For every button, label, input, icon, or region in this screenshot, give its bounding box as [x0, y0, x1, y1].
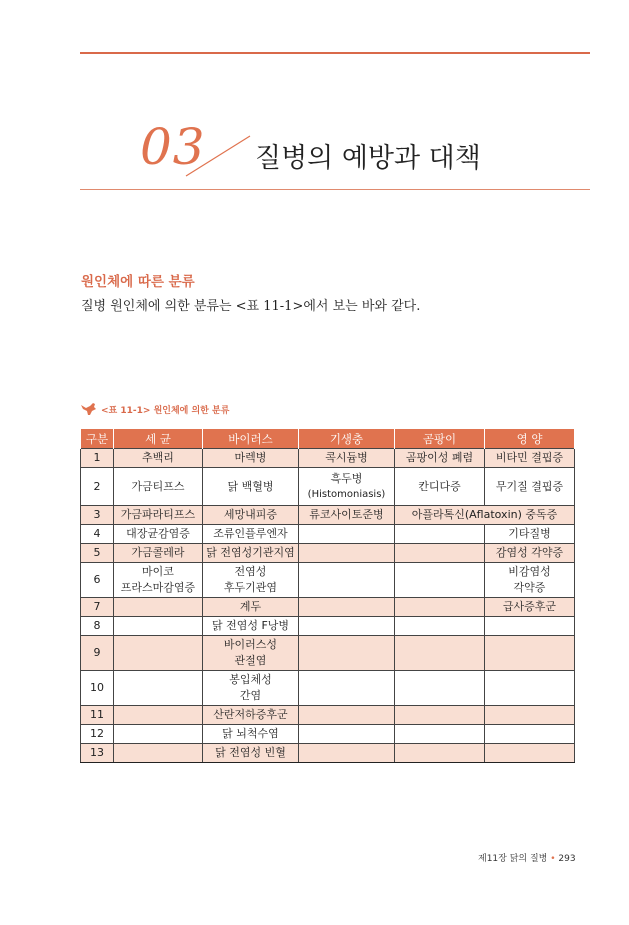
- table-row: [81, 525, 575, 544]
- row-number: 13: [81, 744, 114, 763]
- table-header-row: [81, 429, 575, 449]
- footer-chapter-label: 제11장 닭의 질병: [478, 854, 548, 864]
- table-row: [81, 725, 575, 744]
- nutrition-cell: 비타민 결핍증: [485, 449, 575, 468]
- row-number: 2: [81, 468, 114, 506]
- table-row: [81, 544, 575, 563]
- parasite-cell: [299, 725, 395, 744]
- section-body-text: 질병 원인체에 의한 분류는 <표 11-1>에서 보는 바와 같다.: [81, 299, 421, 314]
- virus-cell: 닭 전염성 빈혈: [203, 744, 299, 763]
- parasite-cell: [299, 563, 395, 598]
- table-row: [81, 449, 575, 468]
- virus-cell: 산란저하증후군: [203, 706, 299, 725]
- chapter-heading: [140, 118, 580, 188]
- chicken-icon: [80, 402, 97, 416]
- parasite-cell: [299, 706, 395, 725]
- page-number: 293: [558, 854, 576, 864]
- row-number: 11: [81, 706, 114, 725]
- table-row: [81, 506, 575, 525]
- table-row: [81, 744, 575, 763]
- row-number: 12: [81, 725, 114, 744]
- bacteria-line-1: 마이코: [142, 565, 174, 578]
- chapter-number: 03: [140, 118, 206, 176]
- fungus-cell: [395, 544, 485, 563]
- table-row: [81, 598, 575, 617]
- parasite-cell: [299, 468, 395, 506]
- virus-line-1: 봉입체성: [229, 673, 272, 686]
- row-number: 3: [81, 506, 114, 525]
- bacteria-cell: 가금파라티프스: [114, 506, 203, 525]
- fungus-cell: [395, 671, 485, 706]
- parasite-cell: [299, 617, 395, 636]
- header-parasite: 기생충: [299, 429, 395, 449]
- nutrition-cell: [485, 617, 575, 636]
- virus-cell: [203, 563, 299, 598]
- chapter-slash-decoration: [184, 132, 254, 178]
- parasite-cell: [299, 598, 395, 617]
- nutrition-line-1: 비감염성: [508, 565, 551, 578]
- row-number: 7: [81, 598, 114, 617]
- virus-cell: 조류인플루엔자: [203, 525, 299, 544]
- parasite-cell: [299, 744, 395, 763]
- nutrition-cell: [485, 636, 575, 671]
- parasite-latin-name: (Histomoniasis): [307, 488, 386, 500]
- header-bacteria: 세 균: [114, 429, 203, 449]
- table-row: [81, 617, 575, 636]
- virus-line-2: 간염: [239, 689, 262, 702]
- nutrition-cell: [485, 706, 575, 725]
- fungus-cell: [395, 725, 485, 744]
- parasite-cell: 콕시듐병: [299, 449, 395, 468]
- bacteria-cell: [114, 725, 203, 744]
- table-row: [81, 636, 575, 671]
- row-number: 4: [81, 525, 114, 544]
- bacteria-cell: [114, 617, 203, 636]
- table-caption-text: <표 11-1> 원인체에 의한 분류: [101, 405, 230, 416]
- top-rule: [80, 52, 590, 54]
- bacteria-cell: [114, 636, 203, 671]
- row-number: 10: [81, 671, 114, 706]
- virus-line-2: 후두기관염: [223, 581, 278, 594]
- fungus-cell: [395, 598, 485, 617]
- header-nutrition: 영 양: [485, 429, 575, 449]
- virus-cell: 닭 백혈병: [203, 468, 299, 506]
- parasite-name: 흑두병: [330, 471, 363, 485]
- header-virus: 바이러스: [203, 429, 299, 449]
- fungus-cell: 곰팡이성 폐렴: [395, 449, 485, 468]
- parasite-cell: [299, 671, 395, 706]
- nutrition-cell: 기타질병: [485, 525, 575, 544]
- fungus-cell: [395, 563, 485, 598]
- nutrition-line-2: 각약증: [513, 581, 546, 594]
- virus-cell: 닭 전염성 F낭병: [203, 617, 299, 636]
- nutrition-cell: 무기질 결핍증: [485, 468, 575, 506]
- virus-line-1: 바이러스성: [223, 638, 278, 651]
- bacteria-cell: [114, 598, 203, 617]
- nutrition-cell: [485, 744, 575, 763]
- chapter-title: 질병의 예방과 대책: [255, 143, 481, 174]
- fungus-cell: [395, 525, 485, 544]
- virus-line-1: 전염성: [234, 565, 267, 578]
- row-number: 6: [81, 563, 114, 598]
- bacteria-line-2: 프라스마감염증: [120, 581, 196, 594]
- virus-line-2: 관절염: [234, 654, 267, 667]
- bacteria-cell: [114, 563, 203, 598]
- bacteria-cell: [114, 671, 203, 706]
- classification-table: [80, 429, 575, 763]
- virus-cell: 계두: [203, 598, 299, 617]
- virus-cell: 닭 뇌척수염: [203, 725, 299, 744]
- page-footer: [478, 851, 576, 864]
- fungus-cell: [395, 744, 485, 763]
- chapter-rule: [80, 189, 590, 190]
- table-row: [81, 706, 575, 725]
- parasite-cell: [299, 525, 395, 544]
- row-number: 9: [81, 636, 114, 671]
- bacteria-cell: 가금티프스: [114, 468, 203, 506]
- parasite-cell: 류코사이토준병: [299, 506, 395, 525]
- fungus-cell: [395, 617, 485, 636]
- nutrition-cell: [485, 563, 575, 598]
- fungus-cell: 칸디다증: [395, 468, 485, 506]
- virus-cell: [203, 636, 299, 671]
- parasite-cell: [299, 636, 395, 671]
- virus-cell: 마렉병: [203, 449, 299, 468]
- nutrition-cell: [485, 725, 575, 744]
- table-row: [81, 468, 575, 506]
- row-number: 1: [81, 449, 114, 468]
- nutrition-cell: 급사증후군: [485, 598, 575, 617]
- nutrition-cell: [485, 671, 575, 706]
- virus-cell: 세망내피증: [203, 506, 299, 525]
- row-number: 5: [81, 544, 114, 563]
- row-number: 8: [81, 617, 114, 636]
- nutrition-cell: 감염성 각약증: [485, 544, 575, 563]
- fungus-cell: [395, 636, 485, 671]
- table-row: [81, 563, 575, 598]
- header-fungus: 곰팡이: [395, 429, 485, 449]
- bacteria-cell: 가금콜레라: [114, 544, 203, 563]
- virus-cell: [203, 671, 299, 706]
- bacteria-cell: 추백리: [114, 449, 203, 468]
- bacteria-cell: [114, 706, 203, 725]
- footer-bullet-icon: •: [550, 854, 556, 864]
- fungus-nutrition-merged-cell: 아플라톡신(Aflatoxin) 중독증: [395, 506, 575, 525]
- fungus-cell: [395, 706, 485, 725]
- table-caption: [80, 402, 229, 416]
- virus-cell: 닭 전염성기관지염: [203, 544, 299, 563]
- table-row: [81, 671, 575, 706]
- parasite-cell: [299, 544, 395, 563]
- header-category: 구분: [81, 429, 114, 449]
- bacteria-cell: 대장균감염증: [114, 525, 203, 544]
- section-heading: 원인체에 따른 분류: [81, 274, 195, 290]
- bacteria-cell: [114, 744, 203, 763]
